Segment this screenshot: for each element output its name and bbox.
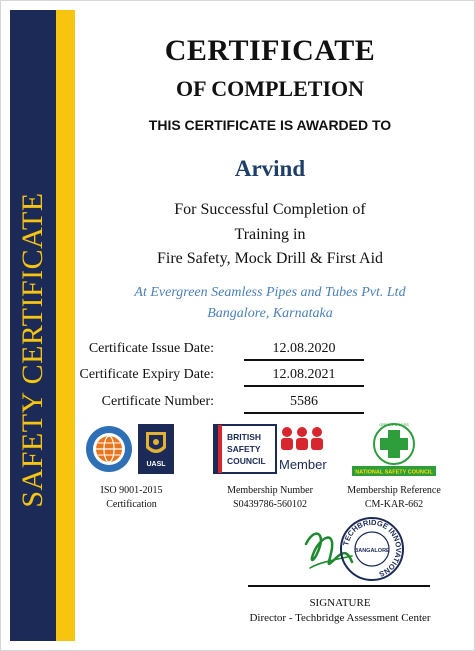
bsc-line2: SAFETY <box>227 444 261 454</box>
expiry-date-row <box>80 367 460 387</box>
issue-date-value: 12.08.2020 <box>272 341 336 356</box>
recipient-name: Arvind <box>234 156 306 181</box>
company-city: Bangalore, Karnataka <box>207 306 333 321</box>
certificate-number-row <box>80 394 460 414</box>
bsc-caption <box>210 484 330 512</box>
nsc-caption-line1: Membership Reference <box>347 485 441 496</box>
iso-certification-logo <box>84 424 134 474</box>
bsc-line1: BRITISH <box>227 432 261 442</box>
body-line2: Training in <box>234 226 306 243</box>
expiry-date-label: Certificate Expiry Date: <box>79 367 214 382</box>
body-line3: Fire Safety, Mock Drill & First Aid <box>156 250 384 267</box>
title-line2: OF COMPLETION <box>175 76 365 101</box>
stamp-text: TECHBRIDGE INNOVATIONS <box>341 517 404 579</box>
side-label: SAFETY CERTIFICATE <box>16 192 49 508</box>
body-line1: For Successful Completion of <box>174 201 366 218</box>
issue-date-row <box>80 341 460 361</box>
awarded-to-label: THIS CERTIFICATE IS AWARDED TO <box>148 117 392 133</box>
bsc-member-people-icon <box>281 427 323 450</box>
company-name: At Evergreen Seamless Pipes and Tubes Pvt. Ltd <box>134 285 406 300</box>
national-safety-council-logo <box>352 422 436 476</box>
nsc-bottom-text: NATIONAL SAFETY COUNCIL <box>355 469 433 476</box>
title-line1: CERTIFICATE <box>164 34 376 67</box>
certificate-number-label: Certificate Number: <box>101 394 214 409</box>
iso-caption-line1: ISO 9001-2015 <box>100 485 163 496</box>
bsc-member-text: Member <box>279 457 327 472</box>
bsc-caption-line2: S0439786-560102 <box>233 499 307 510</box>
signatory-designation: Director - Techbridge Assessment Center <box>249 612 431 624</box>
bsc-line3: COUNCIL <box>227 456 266 466</box>
stamp-city: BANGALORE <box>354 548 390 554</box>
nsc-caption-line2: CM-KAR-662 <box>364 499 424 510</box>
yellow-side-band <box>56 10 75 641</box>
uasl-logo <box>138 424 174 474</box>
expiry-date-value: 12.08.2021 <box>272 367 336 382</box>
certificate-number-underline <box>244 412 364 414</box>
uasl-text: UASL <box>146 461 166 468</box>
iso-caption-line2: Certification <box>106 499 157 510</box>
bsc-caption-line1: Membership Number <box>227 485 313 496</box>
british-safety-council-logo <box>213 424 327 474</box>
issue-date-underline <box>244 359 364 361</box>
iso-caption <box>84 484 179 512</box>
certificate-number-value: 5586 <box>290 394 318 409</box>
nsc-green-text: GREEN CROSS <box>379 422 409 427</box>
nsc-caption <box>336 484 452 512</box>
signature-line <box>248 585 430 587</box>
expiry-date-underline <box>244 385 364 387</box>
issue-date-label: Certificate Issue Date: <box>88 341 214 356</box>
techbridge-stamp <box>338 515 406 583</box>
signature-label: SIGNATURE <box>309 597 371 609</box>
